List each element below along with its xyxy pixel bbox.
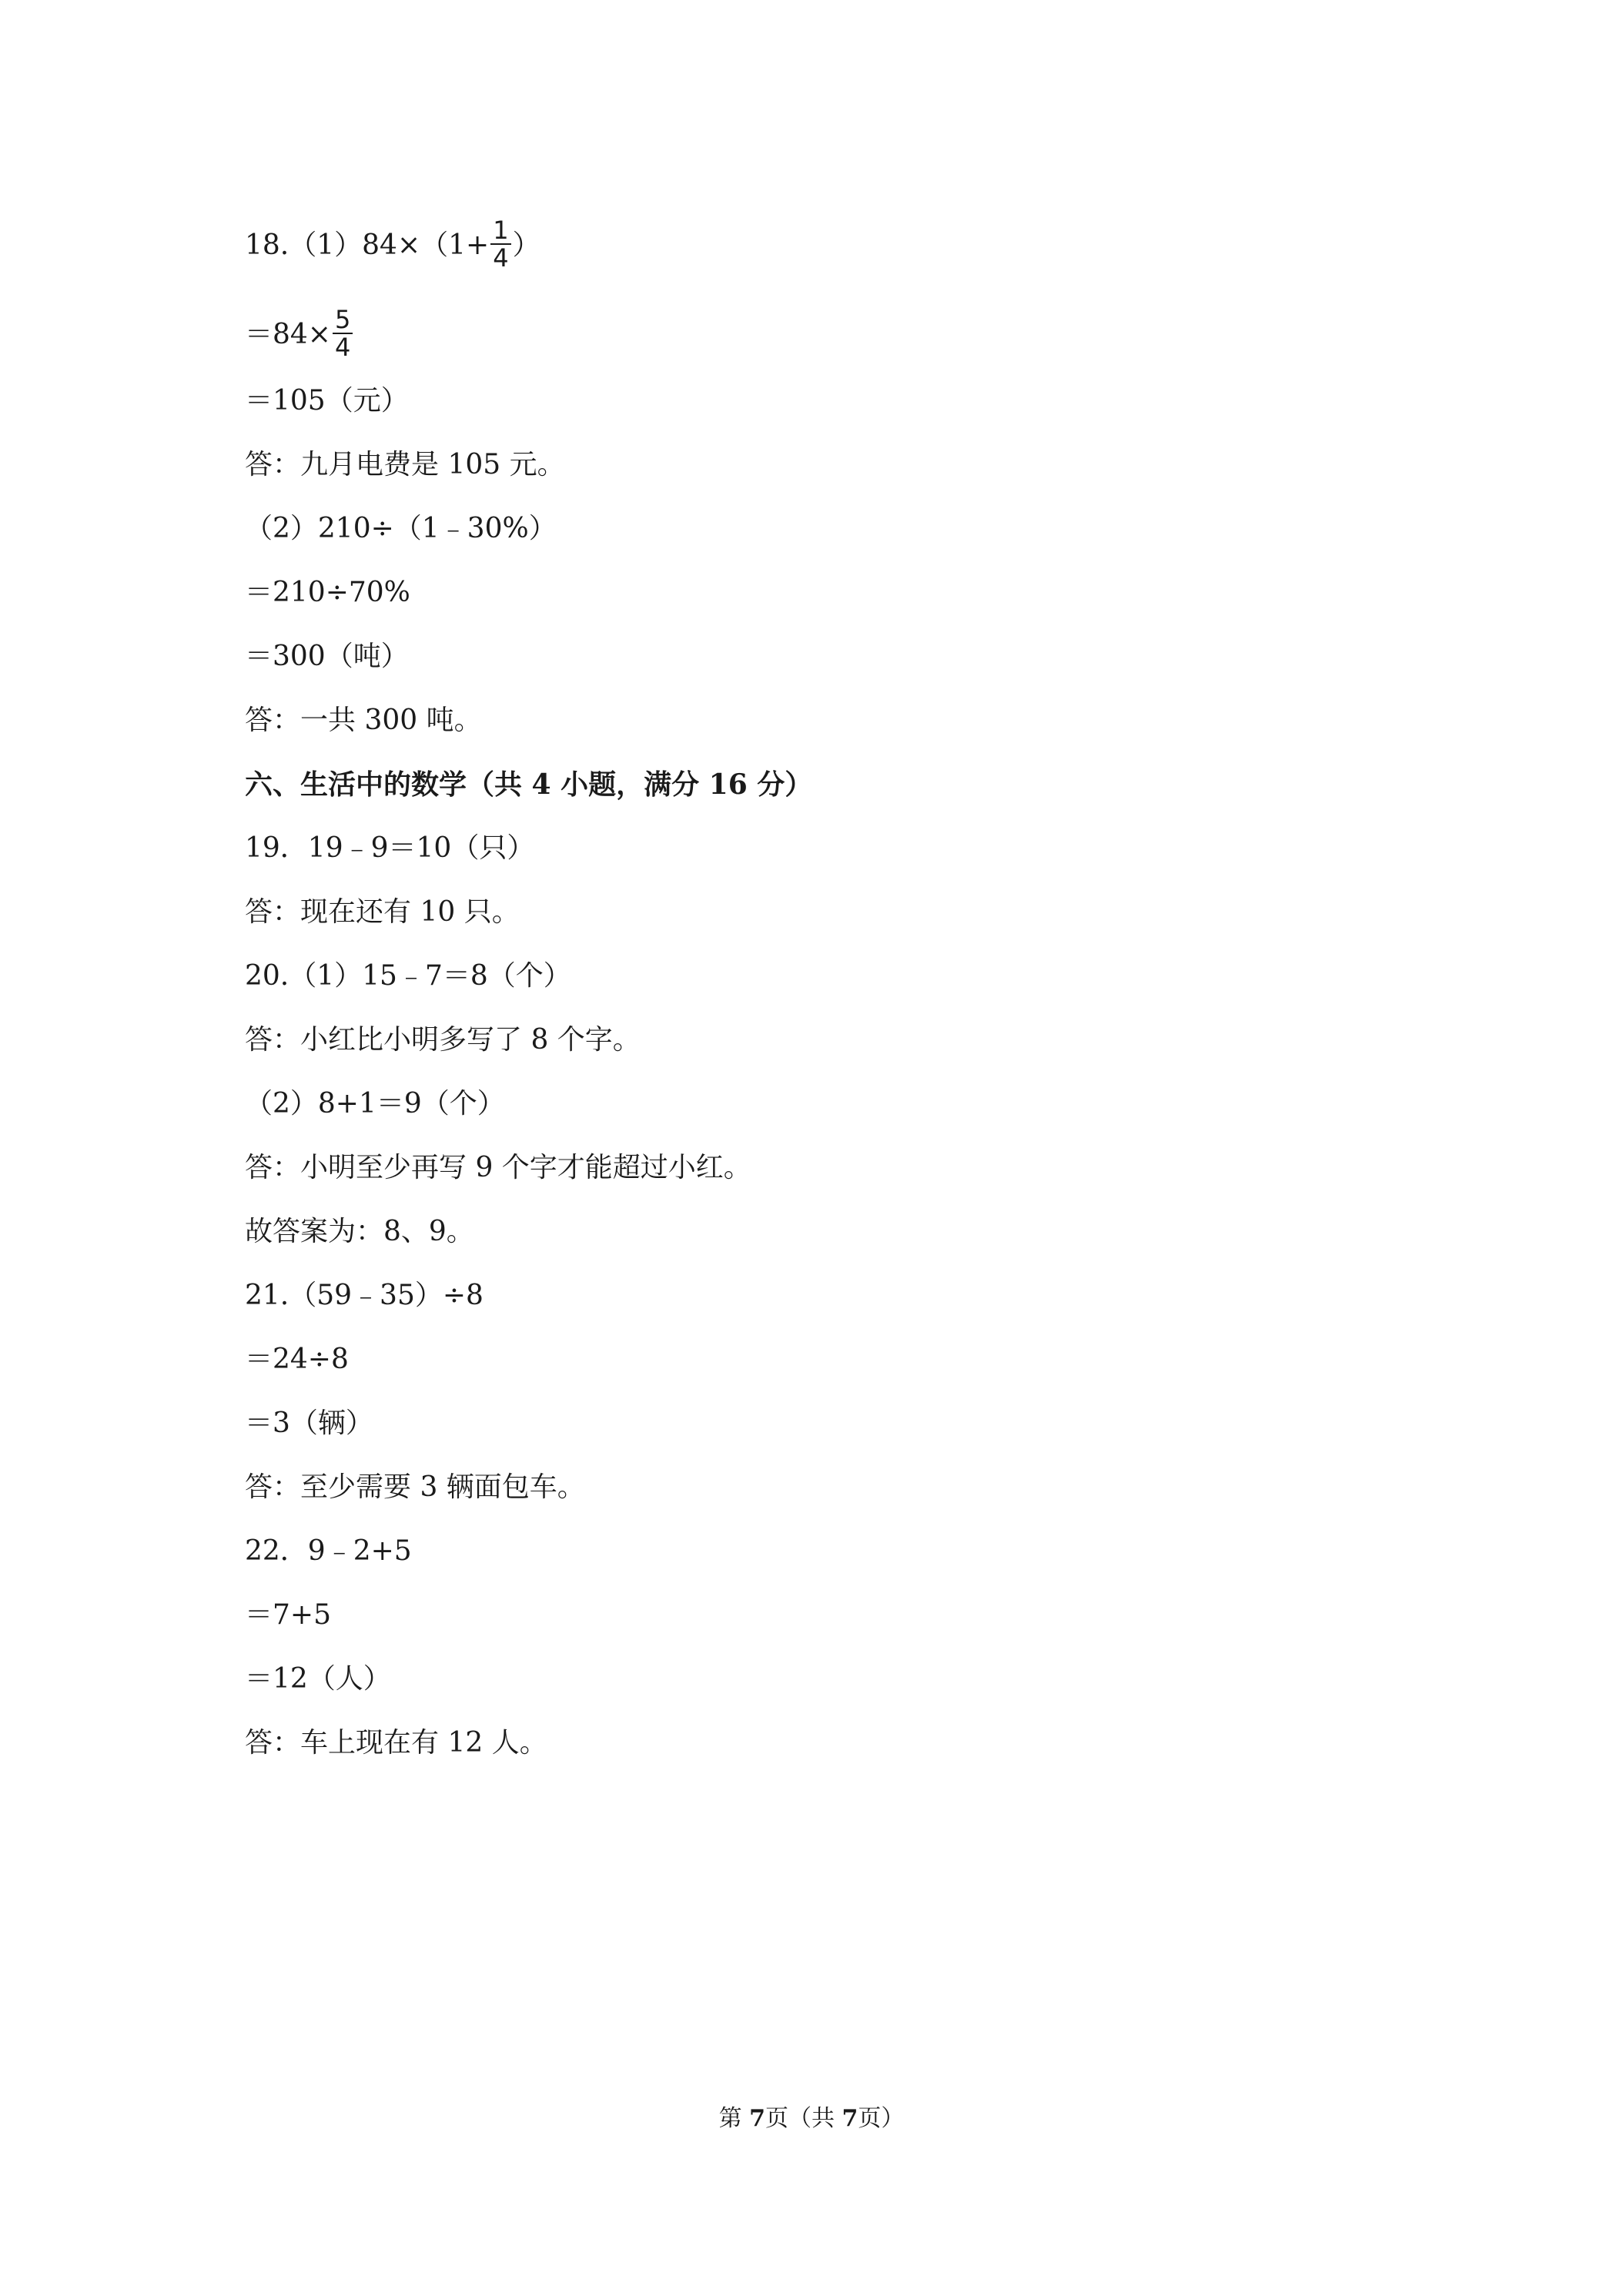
fraction-numerator: 5: [333, 306, 353, 334]
q20-answer2: 答：小明至少再写 9 个字才能超过小红。: [245, 1152, 751, 1183]
q18-part2-step3: ＝300（吨）: [245, 641, 409, 672]
q18-part1-prefix: 18.（1）84×（1+: [245, 229, 490, 261]
q18-part1-line: [245, 216, 540, 274]
q19-answer: 答：现在还有 10 只。: [245, 896, 520, 928]
q18-part1-suffix: ）: [512, 229, 540, 261]
footer-total-pages: 7: [842, 2105, 858, 2132]
q18-answer2: 答：一共 300 吨。: [245, 705, 482, 736]
q18-step2-prefix: ＝84×: [245, 319, 331, 350]
q21-answer: 答：至少需要 3 辆面包车。: [245, 1471, 585, 1503]
q21-line1: 21.（59﹣35）÷8: [245, 1280, 484, 1311]
q22-line3: ＝12（人）: [245, 1663, 391, 1695]
footer-page-middle: 页（共: [765, 2105, 842, 2132]
fraction-numerator: 1: [490, 217, 510, 245]
fraction-denominator: 4: [334, 333, 351, 362]
q20-line1: 20.（1）15﹣7＝8（个）: [245, 960, 571, 992]
q18-answer1: 答：九月电费是 105 元。: [245, 449, 565, 480]
q18-part2-step2: ＝210÷70%: [245, 577, 410, 608]
q22-line2: ＝7+5: [245, 1599, 331, 1631]
q18-part2: （2）210÷（1﹣30%）: [245, 513, 557, 544]
q20-line2: （2）8+1＝9（个）: [245, 1088, 505, 1120]
q22-answer: 答：车上现在有 12 人。: [245, 1727, 547, 1759]
q21-line3: ＝3（辆）: [245, 1407, 373, 1439]
q20-answer1: 答：小红比小明多写了 8 个字。: [245, 1024, 641, 1056]
q19-line1: 19．19﹣9＝10（只）: [245, 832, 535, 864]
q18-step3: ＝105（元）: [245, 385, 409, 417]
footer-page-prefix: 第: [718, 2105, 750, 2132]
page-footer: [0, 2104, 1623, 2134]
fraction-denominator: 4: [493, 243, 509, 273]
q18-fraction-five-quarters: [333, 306, 353, 360]
section-heading: 六、生活中的数学（共 4 小题，满分 16 分）: [245, 768, 813, 801]
q18-step2-line: [245, 305, 354, 363]
footer-page-suffix: 页）: [858, 2105, 905, 2132]
q18-fraction-one-quarter: [490, 217, 510, 271]
q21-line2: ＝24÷8: [245, 1344, 349, 1375]
footer-page-number: 7: [749, 2105, 765, 2132]
q20-conclusion: 故答案为：8、9。: [245, 1216, 474, 1247]
q22-line1: 22．9﹣2+5: [245, 1535, 412, 1567]
